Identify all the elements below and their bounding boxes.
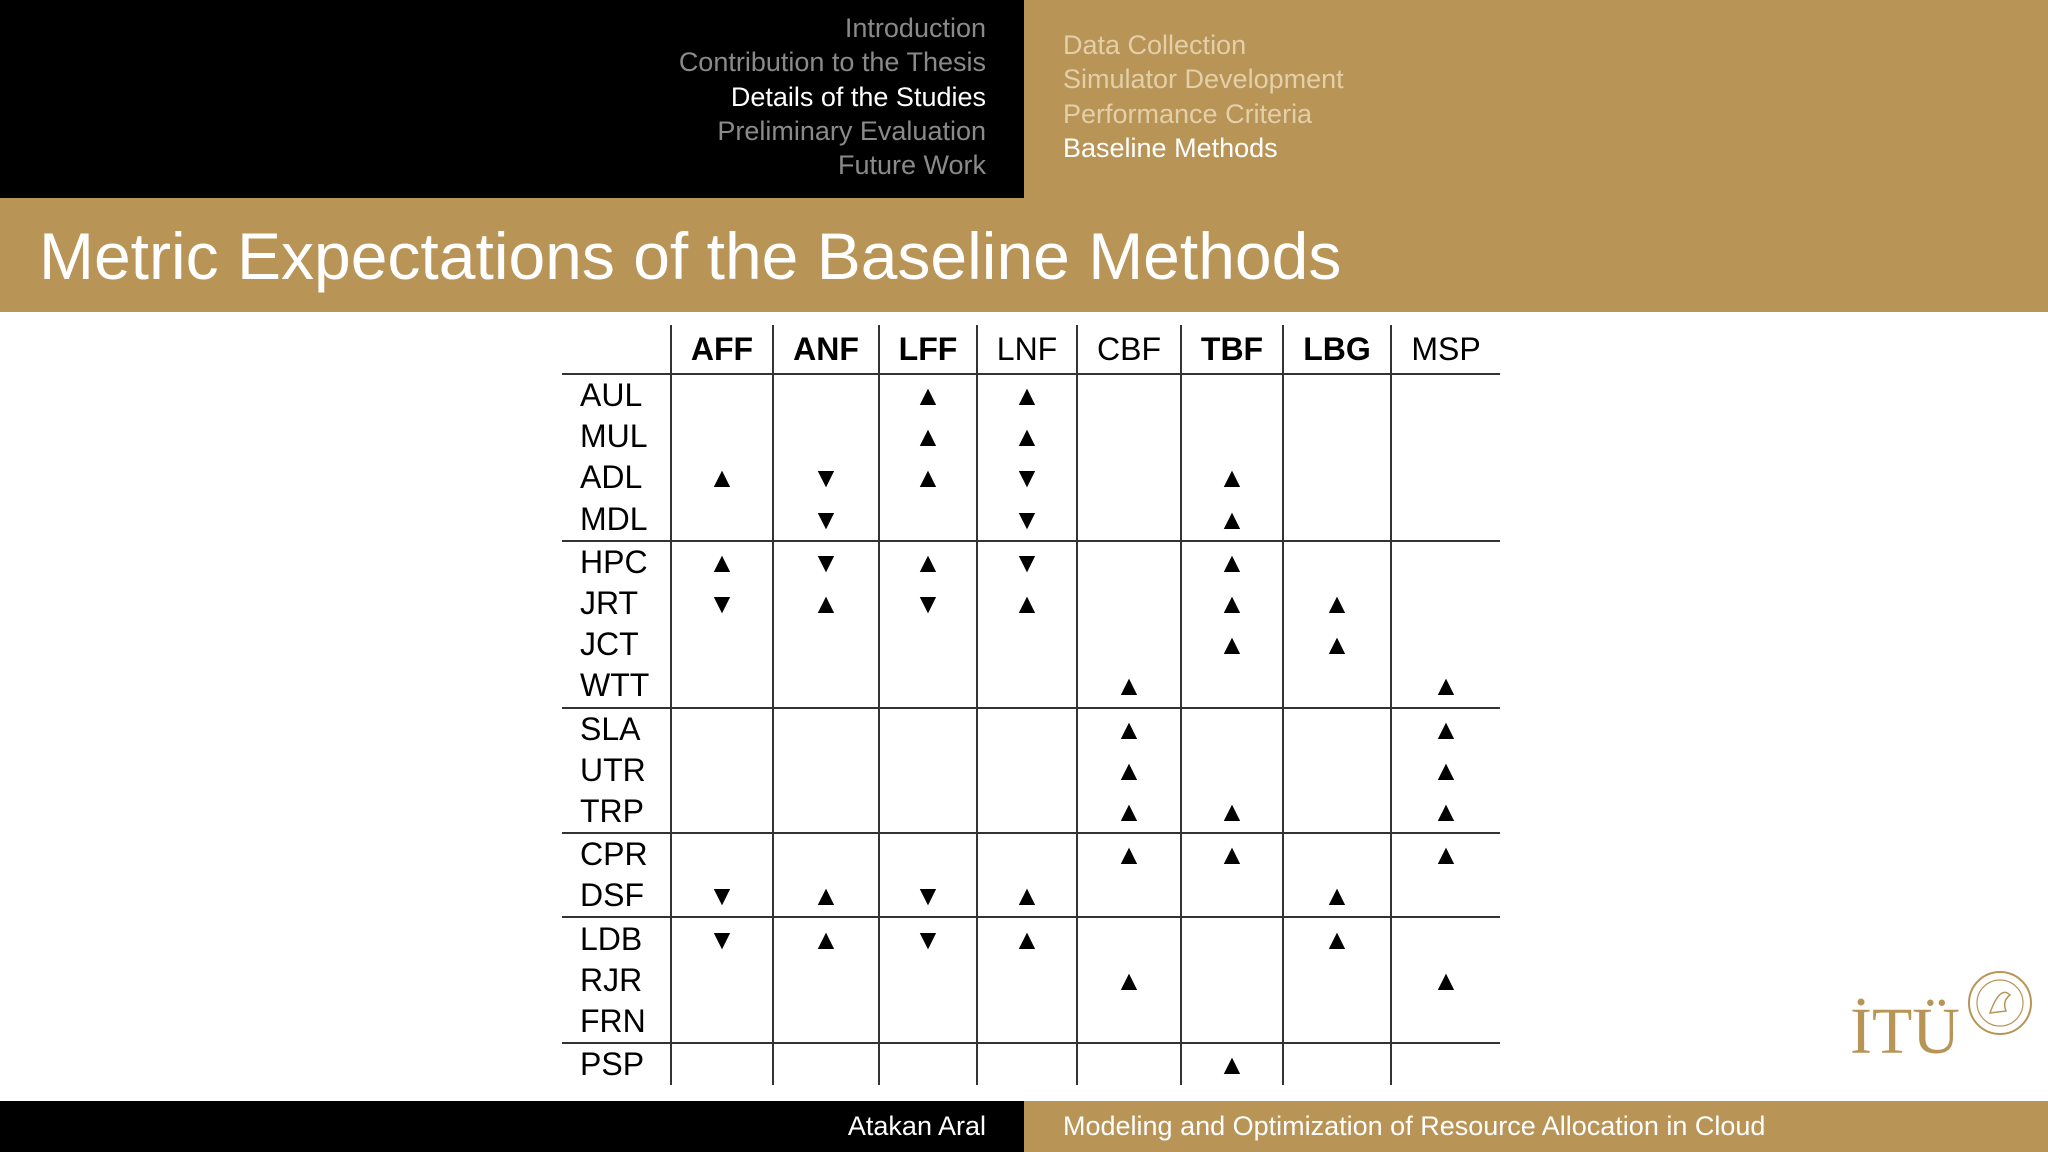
empty-cell bbox=[1283, 499, 1391, 541]
empty-cell bbox=[1077, 541, 1181, 583]
row-label: DSF bbox=[562, 875, 671, 917]
subsection-list bbox=[1063, 28, 1344, 165]
table-row bbox=[562, 665, 1500, 707]
column-header: MSP bbox=[1391, 325, 1500, 374]
empty-cell bbox=[1077, 1001, 1181, 1043]
row-label: CPR bbox=[580, 836, 648, 873]
up-triangle-icon: ▲ bbox=[1391, 708, 1500, 750]
up-triangle-icon: ▲ bbox=[977, 917, 1077, 959]
up-triangle-icon: ▲ bbox=[1391, 791, 1500, 833]
column-header: LNF bbox=[977, 325, 1077, 374]
empty-cell bbox=[671, 499, 773, 541]
up-triangle-icon: ▲ bbox=[773, 875, 879, 917]
empty-cell bbox=[977, 1043, 1077, 1085]
empty-cell bbox=[671, 1043, 773, 1085]
empty-cell bbox=[1283, 1001, 1391, 1043]
up-triangle-icon: ▲ bbox=[879, 541, 977, 583]
up-triangle-icon: ▲ bbox=[1077, 960, 1181, 1001]
empty-cell bbox=[671, 708, 773, 750]
table-row bbox=[562, 875, 1500, 917]
table-row bbox=[562, 583, 1500, 624]
empty-cell bbox=[773, 791, 879, 833]
empty-cell bbox=[671, 374, 773, 416]
up-triangle-icon: ▲ bbox=[879, 416, 977, 457]
up-triangle-icon: ▲ bbox=[1283, 875, 1391, 917]
empty-cell bbox=[879, 499, 977, 541]
table-row bbox=[562, 1043, 1500, 1085]
empty-cell bbox=[671, 750, 773, 791]
slide-title: Metric Expectations of the Baseline Methods bbox=[39, 219, 1342, 293]
nav-subsection-item[interactable]: Data Collection bbox=[1063, 30, 1247, 60]
empty-cell bbox=[977, 791, 1077, 833]
row-label: PSP bbox=[580, 1046, 645, 1083]
title-bar bbox=[0, 198, 2048, 312]
empty-cell bbox=[1181, 1001, 1283, 1043]
empty-cell bbox=[773, 624, 879, 665]
empty-cell bbox=[879, 624, 977, 665]
empty-cell bbox=[879, 1043, 977, 1085]
row-label: WTT bbox=[562, 665, 671, 707]
up-triangle-icon: ▲ bbox=[879, 457, 977, 498]
empty-cell bbox=[1077, 499, 1181, 541]
empty-cell bbox=[1077, 416, 1181, 457]
up-triangle-icon: ▲ bbox=[1077, 750, 1181, 791]
up-triangle-icon: ▲ bbox=[1283, 583, 1391, 624]
nav-section-item[interactable]: Future Work bbox=[837, 150, 986, 181]
nav-subsection-item[interactable]: Baseline Methods bbox=[1063, 132, 1278, 163]
nav-section-item[interactable]: Introduction bbox=[844, 13, 986, 43]
empty-cell bbox=[1181, 416, 1283, 457]
row-label: JCT bbox=[580, 626, 639, 663]
empty-cell bbox=[879, 665, 977, 707]
empty-cell bbox=[1391, 416, 1500, 457]
nav-section-item[interactable]: Details of the Studies bbox=[730, 81, 986, 112]
empty-cell bbox=[1283, 1043, 1391, 1085]
up-triangle-icon: ▲ bbox=[1391, 960, 1500, 1001]
empty-cell bbox=[1077, 583, 1181, 624]
row-label: TRP bbox=[562, 791, 671, 833]
footer-author: Atakan Aral bbox=[847, 1111, 986, 1141]
empty-cell bbox=[1283, 416, 1391, 457]
table-row bbox=[562, 750, 1500, 791]
empty-cell bbox=[879, 960, 977, 1001]
up-triangle-icon: ▲ bbox=[977, 416, 1077, 457]
empty-cell bbox=[773, 708, 879, 750]
up-triangle-icon: ▲ bbox=[1077, 833, 1181, 875]
row-label: ADL bbox=[580, 459, 643, 496]
empty-cell bbox=[671, 960, 773, 1001]
column-header: TBF bbox=[1181, 325, 1283, 374]
nav-subsection-item[interactable]: Simulator Development bbox=[1063, 64, 1344, 95]
row-label: JRT bbox=[580, 585, 639, 622]
empty-cell bbox=[1283, 750, 1391, 791]
metrics-table bbox=[562, 325, 1500, 1085]
down-triangle-icon: ▼ bbox=[671, 583, 773, 624]
up-triangle-icon: ▲ bbox=[1283, 624, 1391, 665]
down-triangle-icon: ▼ bbox=[671, 917, 773, 959]
footer-talk-title: Modeling and Optimization of Resource Allocation in Cloud bbox=[1063, 1111, 1766, 1141]
empty-cell bbox=[1283, 833, 1391, 875]
empty-cell bbox=[1077, 1043, 1181, 1085]
empty-cell bbox=[977, 1001, 1077, 1043]
down-triangle-icon: ▼ bbox=[671, 875, 773, 917]
empty-cell bbox=[1077, 374, 1181, 416]
table-row bbox=[562, 917, 1500, 959]
up-triangle-icon: ▲ bbox=[1391, 665, 1500, 707]
empty-cell bbox=[1391, 624, 1500, 665]
empty-cell bbox=[879, 791, 977, 833]
empty-cell bbox=[977, 665, 1077, 707]
up-triangle-icon: ▲ bbox=[1283, 917, 1391, 959]
empty-cell bbox=[1077, 917, 1181, 959]
up-triangle-icon: ▲ bbox=[1181, 1043, 1283, 1085]
empty-cell bbox=[977, 833, 1077, 875]
down-triangle-icon: ▼ bbox=[879, 875, 977, 917]
empty-cell bbox=[879, 1001, 977, 1043]
column-header: ANF bbox=[773, 325, 879, 374]
empty-cell bbox=[1283, 541, 1391, 583]
empty-cell bbox=[1181, 665, 1283, 707]
up-triangle-icon: ▲ bbox=[1391, 750, 1500, 791]
empty-cell bbox=[671, 416, 773, 457]
empty-cell bbox=[977, 708, 1077, 750]
empty-cell bbox=[1283, 791, 1391, 833]
empty-cell bbox=[1181, 917, 1283, 959]
empty-cell bbox=[671, 1001, 773, 1043]
down-triangle-icon: ▼ bbox=[977, 457, 1077, 498]
empty-cell bbox=[1283, 708, 1391, 750]
table-row bbox=[562, 541, 1500, 583]
column-header: AFF bbox=[671, 325, 773, 374]
up-triangle-icon: ▲ bbox=[671, 457, 773, 498]
table-row bbox=[562, 416, 1500, 457]
row-label: FRN bbox=[562, 1001, 671, 1043]
logo-text: İTÜ bbox=[1850, 995, 1960, 1065]
itu-logo bbox=[1850, 955, 2040, 1065]
up-triangle-icon: ▲ bbox=[1391, 833, 1500, 875]
down-triangle-icon: ▼ bbox=[879, 917, 977, 959]
row-label: RJR bbox=[580, 961, 643, 998]
up-triangle-icon: ▲ bbox=[879, 374, 977, 416]
column-header: LFF bbox=[879, 325, 977, 374]
down-triangle-icon: ▼ bbox=[977, 499, 1077, 541]
empty-cell bbox=[879, 833, 977, 875]
empty-cell bbox=[1181, 960, 1283, 1001]
empty-cell bbox=[671, 624, 773, 665]
empty-cell bbox=[1181, 708, 1283, 750]
table-row bbox=[562, 457, 1500, 498]
column-header: LBG bbox=[1283, 325, 1391, 374]
up-triangle-icon: ▲ bbox=[1077, 665, 1181, 707]
empty-cell bbox=[977, 960, 1077, 1001]
empty-cell bbox=[1391, 457, 1500, 498]
empty-cell bbox=[1077, 875, 1181, 917]
table-header-row bbox=[562, 325, 1500, 374]
section-list bbox=[679, 11, 986, 182]
table-row bbox=[562, 960, 1500, 1001]
empty-cell bbox=[773, 1043, 879, 1085]
empty-cell bbox=[977, 624, 1077, 665]
down-triangle-icon: ▼ bbox=[773, 457, 879, 498]
nav-subsection-item[interactable]: Performance Criteria bbox=[1063, 98, 1313, 129]
up-triangle-icon: ▲ bbox=[1181, 541, 1283, 583]
empty-cell bbox=[1077, 457, 1181, 498]
table-row bbox=[562, 791, 1500, 833]
row-label: AUL bbox=[580, 377, 643, 414]
empty-cell bbox=[1283, 665, 1391, 707]
empty-cell bbox=[1391, 875, 1500, 917]
down-triangle-icon: ▼ bbox=[773, 499, 879, 541]
empty-cell bbox=[1077, 624, 1181, 665]
up-triangle-icon: ▲ bbox=[773, 917, 879, 959]
column-header: CBF bbox=[1077, 325, 1181, 374]
up-triangle-icon: ▲ bbox=[1077, 791, 1181, 833]
empty-cell bbox=[773, 960, 879, 1001]
nav-section-item[interactable]: Preliminary Evaluation bbox=[717, 115, 986, 146]
up-triangle-icon: ▲ bbox=[1181, 457, 1283, 498]
empty-cell bbox=[879, 708, 977, 750]
up-triangle-icon: ▲ bbox=[1181, 624, 1283, 665]
empty-cell bbox=[773, 665, 879, 707]
empty-cell bbox=[879, 750, 977, 791]
up-triangle-icon: ▲ bbox=[1181, 583, 1283, 624]
empty-cell bbox=[1283, 960, 1391, 1001]
empty-cell bbox=[1391, 499, 1500, 541]
itu-seal-icon bbox=[1850, 955, 2040, 1065]
up-triangle-icon: ▲ bbox=[1181, 791, 1283, 833]
up-triangle-icon: ▲ bbox=[1181, 833, 1283, 875]
empty-cell bbox=[671, 665, 773, 707]
row-label: UTR bbox=[580, 751, 646, 788]
empty-cell bbox=[1391, 583, 1500, 624]
table-row bbox=[562, 1001, 1500, 1043]
table-row bbox=[562, 374, 1500, 416]
footer-author-panel bbox=[0, 1101, 1024, 1152]
empty-cell bbox=[1283, 457, 1391, 498]
table-corner-cell bbox=[562, 325, 671, 374]
empty-cell bbox=[1283, 374, 1391, 416]
header-subnav-panel bbox=[1024, 0, 2048, 198]
empty-cell bbox=[773, 374, 879, 416]
empty-cell bbox=[773, 416, 879, 457]
empty-cell bbox=[671, 833, 773, 875]
table-row bbox=[562, 499, 1500, 541]
up-triangle-icon: ▲ bbox=[977, 374, 1077, 416]
empty-cell bbox=[773, 750, 879, 791]
footer-title-panel bbox=[1024, 1101, 2048, 1152]
up-triangle-icon: ▲ bbox=[977, 875, 1077, 917]
row-label: MUL bbox=[580, 418, 648, 455]
down-triangle-icon: ▼ bbox=[977, 541, 1077, 583]
table-row bbox=[562, 624, 1500, 665]
up-triangle-icon: ▲ bbox=[773, 583, 879, 624]
empty-cell bbox=[1391, 374, 1500, 416]
empty-cell bbox=[671, 791, 773, 833]
empty-cell bbox=[1391, 541, 1500, 583]
empty-cell bbox=[1391, 1001, 1500, 1043]
empty-cell bbox=[773, 1001, 879, 1043]
up-triangle-icon: ▲ bbox=[1181, 499, 1283, 541]
down-triangle-icon: ▼ bbox=[773, 541, 879, 583]
row-label: MDL bbox=[562, 499, 671, 541]
empty-cell bbox=[1391, 917, 1500, 959]
header-nav-panel bbox=[0, 0, 1024, 198]
table-row bbox=[562, 708, 1500, 750]
row-label: SLA bbox=[580, 710, 641, 747]
up-triangle-icon: ▲ bbox=[1077, 708, 1181, 750]
empty-cell bbox=[977, 750, 1077, 791]
nav-section-item[interactable]: Contribution to the Thesis bbox=[678, 47, 986, 78]
empty-cell bbox=[1181, 875, 1283, 917]
up-triangle-icon: ▲ bbox=[671, 541, 773, 583]
down-triangle-icon: ▼ bbox=[879, 583, 977, 624]
empty-cell bbox=[773, 833, 879, 875]
empty-cell bbox=[1181, 374, 1283, 416]
row-label: LDB bbox=[580, 920, 643, 957]
empty-cell bbox=[1181, 750, 1283, 791]
row-label: HPC bbox=[580, 543, 648, 580]
up-triangle-icon: ▲ bbox=[977, 583, 1077, 624]
empty-cell bbox=[1391, 1043, 1500, 1085]
table-row bbox=[562, 833, 1500, 875]
